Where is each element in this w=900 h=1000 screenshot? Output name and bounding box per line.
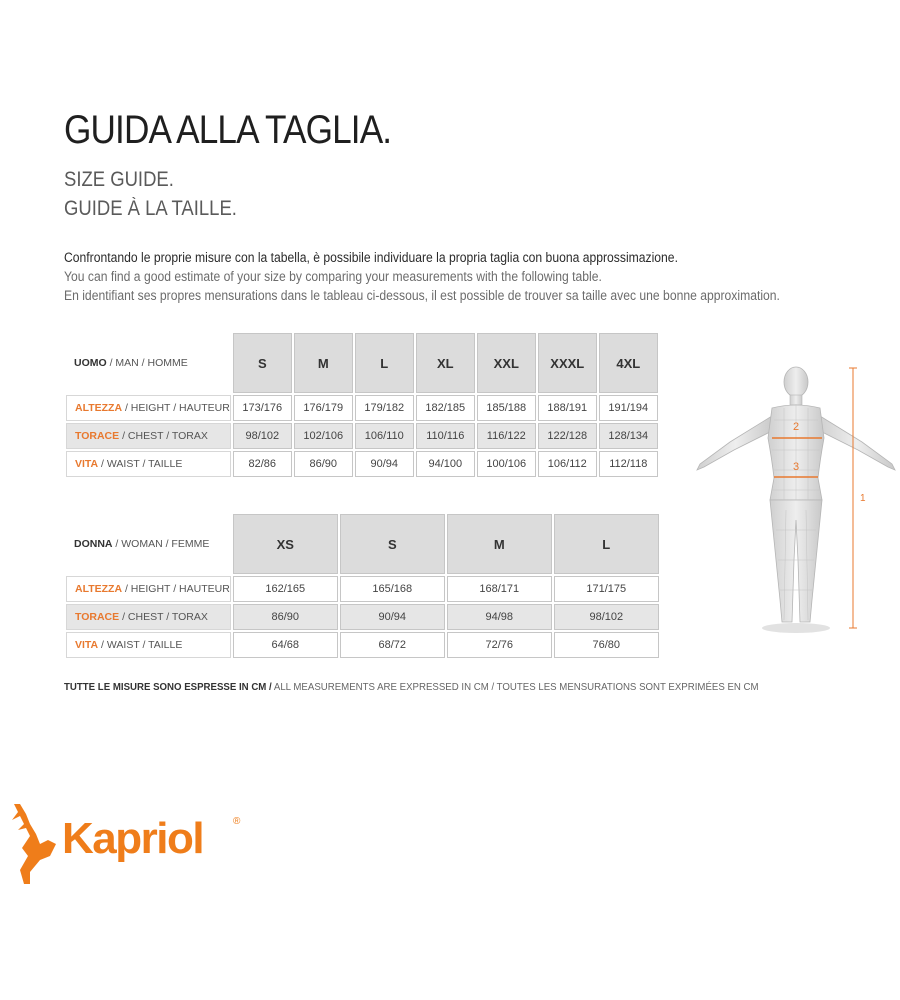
measurements-footnote: [64, 681, 759, 693]
man-chest-xl: 110/116: [416, 423, 475, 449]
man-group-label: [66, 333, 231, 393]
woman-waist-key: VITA: [75, 639, 99, 651]
woman-row-height-label: [66, 576, 231, 602]
man-height-key: ALTEZZA: [75, 402, 123, 414]
man-height-s: 173/176: [233, 395, 292, 421]
woman-header-row: [66, 514, 659, 574]
woman-waist-s: 68/72: [340, 632, 445, 658]
footnote-rest: ALL MEASUREMENTS ARE EXPRESSED IN CM / TOUTES LES MENSURATIONS SONT EXPRIMÉES EN CM: [271, 681, 759, 693]
man-waist-4xl: 112/118: [599, 451, 658, 477]
man-height-xxxl: 188/191: [538, 395, 597, 421]
man-size-xxl: XXL: [477, 333, 536, 393]
man-chest-xxl: 116/122: [477, 423, 536, 449]
woman-chest-m: 94/98: [447, 604, 552, 630]
marker-height: 1: [860, 493, 866, 504]
woman-chest-s: 90/94: [340, 604, 445, 630]
man-height-m: 176/179: [294, 395, 353, 421]
woman-size-l: L: [554, 514, 659, 574]
man-row-chest-label: [66, 423, 231, 449]
man-group-rest: / MAN / HOMME: [106, 357, 188, 369]
man-size-l: L: [355, 333, 414, 393]
man-waist-m: 86/90: [294, 451, 353, 477]
man-chest-xxxl: 122/128: [538, 423, 597, 449]
marker-chest: 2: [793, 421, 800, 433]
woman-row-chest: [66, 604, 659, 630]
intro-english: You can find a good estimate of your size by comparing your measurements with the following table.: [64, 269, 602, 284]
man-waist-rest: / WAIST / TAILLE: [98, 458, 183, 470]
woman-height-xs: 162/165: [233, 576, 338, 602]
man-row-waist: [66, 451, 658, 477]
man-size-4xl: 4XL: [599, 333, 658, 393]
subtitle-french: GUIDE À LA TAILLE.: [64, 197, 237, 220]
man-row-height: [66, 395, 658, 421]
marker-waist: 3: [793, 461, 800, 473]
man-height-4xl: 191/194: [599, 395, 658, 421]
man-header-row: [66, 333, 658, 393]
brand-registered-mark: ®: [233, 816, 241, 827]
page-title: GUIDA ALLA TAGLIA.: [64, 108, 392, 152]
man-waist-xl: 94/100: [416, 451, 475, 477]
woman-size-s: S: [340, 514, 445, 574]
woman-waist-m: 72/76: [447, 632, 552, 658]
man-height-l: 179/182: [355, 395, 414, 421]
subtitle-english: SIZE GUIDE.: [64, 168, 174, 191]
woman-height-s: 165/168: [340, 576, 445, 602]
woman-group-label: [66, 514, 231, 574]
woman-row-waist: [66, 632, 659, 658]
man-chest-l: 106/110: [355, 423, 414, 449]
man-waist-xxxl: 106/112: [538, 451, 597, 477]
man-waist-key: VITA: [75, 458, 99, 470]
man-waist-xxl: 100/106: [477, 451, 536, 477]
man-row-waist-label: [66, 451, 231, 477]
woman-height-m: 168/171: [447, 576, 552, 602]
footnote-bold: TUTTE LE MISURE SONO ESPRESSE IN CM /: [64, 681, 272, 693]
man-size-s: S: [233, 333, 292, 393]
man-row-height-label: [66, 395, 231, 421]
man-height-xxl: 185/188: [477, 395, 536, 421]
body-measurement-figure-icon: [690, 360, 900, 640]
man-row-chest: [66, 423, 658, 449]
man-size-xl: XL: [416, 333, 475, 393]
man-size-xxxl: XXXL: [538, 333, 597, 393]
woman-height-l: 171/175: [554, 576, 659, 602]
woman-row-waist-label: [66, 632, 231, 658]
woman-chest-l: 98/102: [554, 604, 659, 630]
woman-height-key: ALTEZZA: [75, 583, 123, 595]
woman-size-table: [64, 512, 661, 660]
man-size-table: [64, 331, 660, 479]
woman-row-height: [66, 576, 659, 602]
woman-chest-rest: / CHEST / TORAX: [119, 611, 208, 623]
man-chest-key: TORACE: [75, 430, 120, 442]
woman-row-chest-label: [66, 604, 231, 630]
intro-french: En identifiant ses propres mensurations dans le tableau ci-dessous, il est possible de trouver sa taille avec une bonne approximation.: [64, 288, 780, 303]
woman-height-rest: / HEIGHT / HAUTEUR: [122, 583, 230, 595]
woman-waist-l: 76/80: [554, 632, 659, 658]
man-chest-rest: / CHEST / TORAX: [119, 430, 208, 442]
man-chest-s: 98/102: [233, 423, 292, 449]
man-group-bold: UOMO: [74, 357, 107, 369]
woman-size-m: M: [447, 514, 552, 574]
woman-waist-xs: 64/68: [233, 632, 338, 658]
man-chest-m: 102/106: [294, 423, 353, 449]
woman-chest-xs: 86/90: [233, 604, 338, 630]
man-size-m: M: [294, 333, 353, 393]
man-height-rest: / HEIGHT / HAUTEUR: [122, 402, 230, 414]
woman-chest-key: TORACE: [75, 611, 120, 623]
man-height-xl: 182/185: [416, 395, 475, 421]
woman-group-rest: / WOMAN / FEMME: [112, 538, 210, 550]
woman-group-bold: DONNA: [74, 538, 113, 550]
brand-logo-text: Kapriol: [62, 814, 204, 863]
man-waist-s: 82/86: [233, 451, 292, 477]
man-waist-l: 90/94: [355, 451, 414, 477]
woman-size-xs: XS: [233, 514, 338, 574]
intro-text: [64, 248, 780, 305]
intro-italian: Confrontando le proprie misure con la tabella, è possibile individuare la propria taglia con buona approssimazione.: [64, 250, 678, 265]
man-chest-4xl: 128/134: [599, 423, 658, 449]
woman-waist-rest: / WAIST / TAILLE: [98, 639, 183, 651]
